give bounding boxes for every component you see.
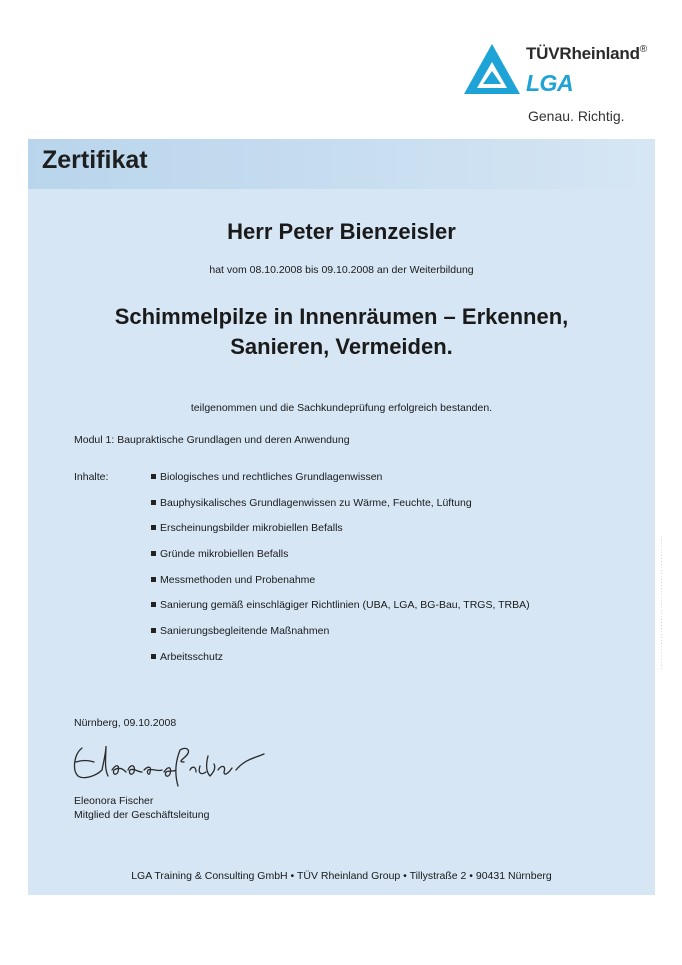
logo-brand-text xyxy=(526,44,647,64)
module-line: Modul 1: Baupraktische Grundlagen und deren Anwendung xyxy=(74,434,350,446)
recipient-name: Herr Peter Bienzeisler xyxy=(227,219,456,244)
bullet-icon xyxy=(151,602,156,607)
course-title xyxy=(28,302,655,362)
signer-role: Mitglied der Geschäftsleitung xyxy=(74,809,210,821)
place-and-date: Nürnberg, 09.10.2008 xyxy=(74,717,177,729)
list-item-text: Messmethoden und Probenahme xyxy=(160,573,316,586)
list-item-text: Bauphysikalisches Grundlagenwissen zu Wärme, Feuchte, Lüftung xyxy=(160,496,472,509)
list-item-text: Arbeitsschutz xyxy=(160,650,224,663)
list-item-text: Sanierung gemäß einschlägiger Richtlinien (UBA, LGA, BG-Bau, TRGS, TRBA) xyxy=(160,599,530,612)
list-item xyxy=(151,522,530,548)
bullet-icon xyxy=(151,577,156,582)
tuv-rheinland-lga-logo xyxy=(462,40,662,140)
list-item-text: Sanierungsbegleitende Maßnahmen xyxy=(160,625,330,638)
contents-list xyxy=(151,471,530,677)
side-fine-print xyxy=(656,536,664,886)
bullet-icon xyxy=(151,474,156,479)
triangle-logo-icon xyxy=(462,42,522,96)
footer-address: LGA Training & Consulting GmbH • TÜV Rheinland Group • Tillystraße 2 • 90431 Nürnberg xyxy=(131,870,552,882)
bullet-icon xyxy=(151,525,156,530)
bullet-icon xyxy=(151,628,156,633)
list-item xyxy=(151,471,530,497)
course-title-line-1: Schimmelpilze in Innenräumen – Erkennen, xyxy=(114,304,569,329)
list-item xyxy=(151,574,530,600)
list-item xyxy=(151,625,530,651)
list-item-text: Erscheinungsbilder mikrobiellen Befalls xyxy=(160,522,343,535)
logo-lga-text: LGA xyxy=(526,70,574,96)
list-item-text: Biologisches und rechtliches Grundlagenwissen xyxy=(160,471,383,483)
list-item xyxy=(151,651,530,677)
logo-brand-name: TÜVRheinland xyxy=(526,44,640,63)
contents-label: Inhalte: xyxy=(74,471,109,483)
list-item xyxy=(151,548,530,574)
attendance-line: hat vom 08.10.2008 bis 09.10.2008 an der Weiterbildung xyxy=(209,264,474,276)
logo-tagline: Genau. Richtig. xyxy=(528,108,625,124)
bullet-icon xyxy=(151,551,156,556)
signer-name: Eleonora Fischer xyxy=(74,795,154,807)
certificate-title: Zertifikat xyxy=(42,146,148,174)
bullet-icon xyxy=(151,500,156,505)
course-title-line-2: Sanieren, Vermeiden. xyxy=(230,334,453,359)
logo-registered-mark: ® xyxy=(639,44,647,55)
result-line: teilgenommen und die Sachkundeprüfung erfolgreich bestanden. xyxy=(190,402,493,414)
fine-print-text: · · · · · · · · · · · · · · · · · · · · · · · · · · · · · · · · · · · · · · · · · · · · xyxy=(658,536,664,669)
bullet-icon xyxy=(151,654,156,659)
list-item-text: Gründe mikrobiellen Befalls xyxy=(160,548,289,561)
handwritten-signature xyxy=(68,740,268,790)
list-item xyxy=(151,599,530,625)
list-item xyxy=(151,497,530,523)
